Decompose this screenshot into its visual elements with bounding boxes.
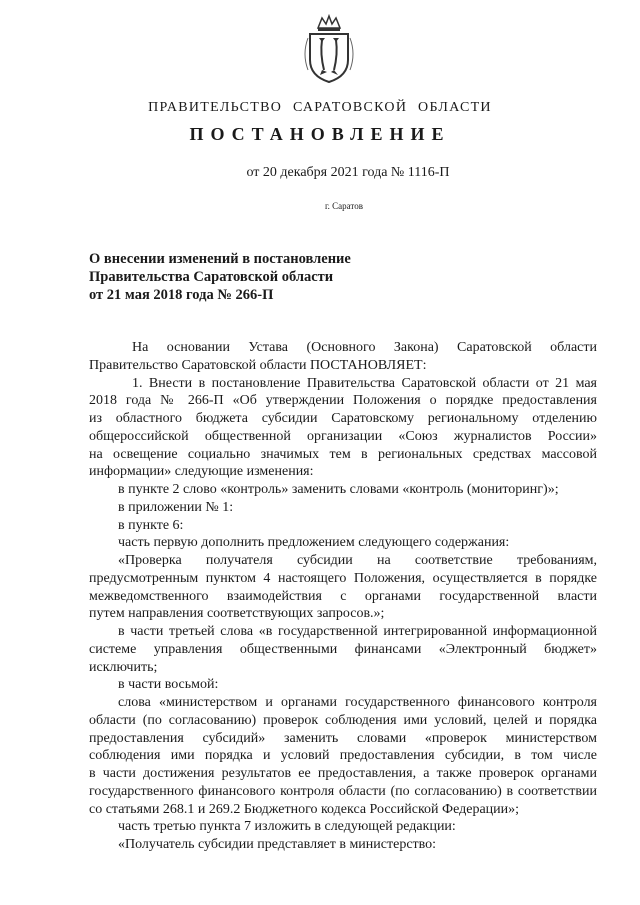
body-line: слова «министерством и органами государственного финансового контроля (118, 695, 597, 710)
document-type-title: ПОСТАНОВЛЕНИЕ (189, 124, 451, 144)
document-date-number: от 20 декабря 2021 года № 1116-П (246, 165, 450, 180)
body-line: соблюдения ими порядка и условий предоставления субсидии, в том числе (89, 748, 597, 764)
body-line: предусмотренным пунктом 4 настоящего Положения, осуществляется в порядке (89, 570, 597, 586)
subject-line: О внесении изменений в постановление (89, 251, 351, 267)
body-line: системе управления общественными финансами «Электронный бюджет» (89, 641, 597, 657)
government-name: ПРАВИТЕЛЬСТВО САРАТОВСКОЙ ОБЛАСТИ (148, 100, 492, 115)
body-line: информации» следующие изменения: (89, 464, 314, 480)
body-line: области (по согласованию) проверок соблюдения ими условий, целей и порядка (89, 712, 597, 728)
body-line: путем направления соответствующих запросов.»; (89, 606, 385, 622)
body-line: предоставления субсидий» заменить словами «проверок министерством (89, 730, 597, 746)
body-line: в пункте 2 слово «контроль» заменить словами «контроль (мониторинг)»; (118, 482, 559, 497)
body-line: государственного финансового контроля области (по согласованию) в соответствии (89, 783, 597, 799)
coat-of-arms-emblem (300, 14, 358, 86)
body-line: исключить; (89, 659, 158, 675)
body-line: в пункте 6: (118, 517, 184, 533)
document-body (89, 339, 597, 854)
document-subject (89, 250, 409, 304)
body-line: «Получатель субсидии представляет в министерство: (118, 837, 437, 852)
subject-line: от 21 мая 2018 года № 266-П (89, 287, 274, 303)
body-line: общероссийской общественной организации «Союз журналистов России» (89, 428, 597, 444)
subject-line: Правительства Саратовской области (89, 269, 334, 285)
body-line: из областного бюджета субсидии Саратовскому региональному отделению (89, 411, 597, 426)
body-line: Правительство Саратовской области ПОСТАНОВЛЯЕТ: (89, 357, 427, 373)
body-line: в части достижения результатов ее предоставления, а также проверок органами (89, 766, 597, 781)
body-line: в приложении № 1: (118, 499, 234, 515)
body-line: часть третью пункта 7 изложить в следующей редакции: (118, 819, 456, 835)
body-line: 1. Внести в постановление Правительства Саратовской области от 21 мая (132, 375, 597, 391)
body-line: 2018 года № 266-П «Об утверждении Положения о порядке предоставления (89, 393, 597, 409)
body-line: межведомственного взаимодействия с органами государственной власти (89, 588, 597, 604)
body-line: в части восьмой: (118, 677, 219, 693)
body-line: на освещение социально значимых тем в региональных средствах массовой (89, 446, 597, 462)
body-line: На основании Устава (Основного Закона) Саратовской области (132, 340, 597, 355)
body-line: «Проверка получателя субсидии на соответствие требованиям, (118, 553, 597, 568)
body-line: часть первую дополнить предложением следующего содержания: (118, 535, 510, 551)
body-line: со статьями 268.1 и 269.2 Бюджетного кодекса Российской Федерации»; (89, 801, 520, 817)
document-city: г. Саратов (325, 201, 363, 211)
body-line: в части третьей слова «в государственной интегрированной информационной (118, 624, 597, 639)
